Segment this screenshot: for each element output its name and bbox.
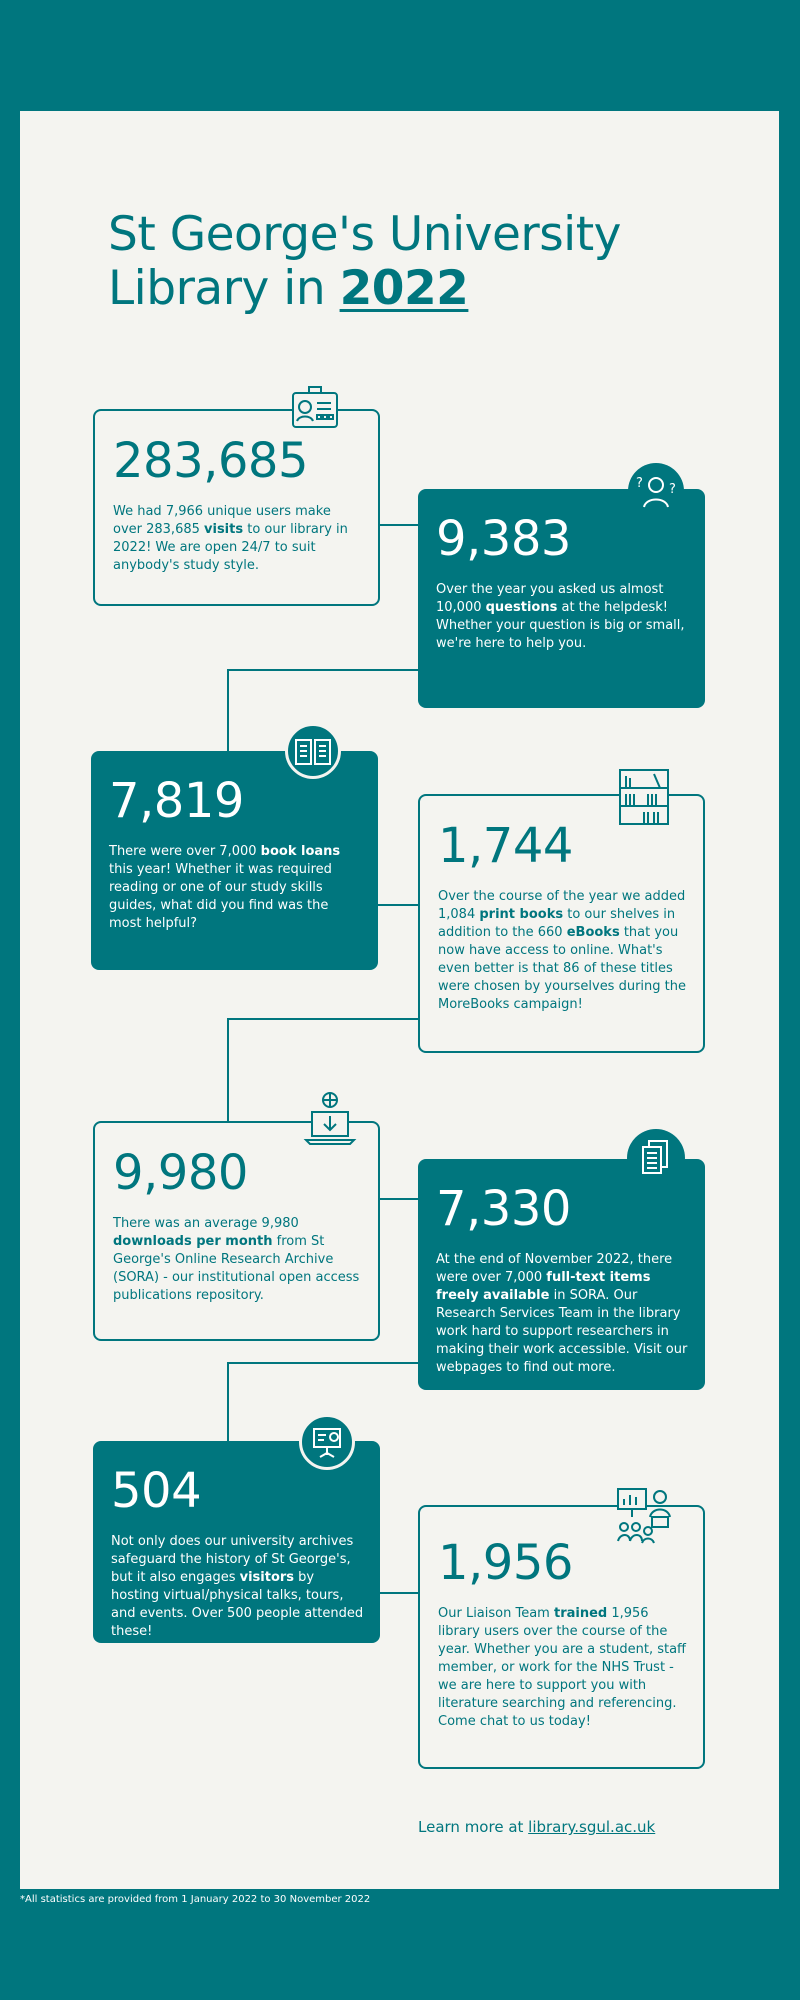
stat-description: Not only does our university archives safeguard the history of St George's, but it also engages visitors by hosting virtual/physical talks, tours, and events. Over 500 people attended these! bbox=[111, 1534, 364, 1639]
open-book-icon bbox=[285, 723, 341, 779]
learn-more-footer bbox=[418, 1818, 655, 1836]
connector-line bbox=[380, 524, 419, 526]
stat-description: At the end of November 2022, there were over 7,000 full-text items freely available in SORA. Our Research Services Team in the library work hard to support researchers in making their work accessible. Visit our webpages to find out more. bbox=[436, 1252, 688, 1375]
connector-line bbox=[227, 669, 419, 671]
title-year: 2022 bbox=[339, 261, 469, 316]
title-line-1: St George's University bbox=[108, 207, 621, 262]
title-line-2-prefix: Library in bbox=[108, 261, 340, 316]
laptop-download-icon bbox=[300, 1090, 360, 1150]
connector-line bbox=[227, 1362, 419, 1364]
stat-number: 283,685 bbox=[113, 433, 308, 489]
stat-card-books-added bbox=[418, 794, 705, 1053]
stat-card-archives bbox=[93, 1441, 380, 1643]
connector-line bbox=[227, 669, 229, 752]
library-website-link[interactable]: library.sgul.ac.uk bbox=[528, 1818, 656, 1836]
connector-line bbox=[227, 1018, 229, 1122]
stat-number: 1,956 bbox=[438, 1535, 573, 1591]
stat-card-downloads bbox=[93, 1121, 380, 1341]
svg-text:?: ? bbox=[636, 476, 643, 491]
documents-icon bbox=[627, 1129, 685, 1187]
stat-description: Over the year you asked us almost 10,000 questions at the helpdesk! Whether your question is big or small, we're here to help you. bbox=[436, 582, 685, 651]
stat-card-book-loans bbox=[91, 751, 378, 970]
connector-line bbox=[380, 1592, 419, 1594]
page-title bbox=[108, 208, 621, 316]
stat-description: There was an average 9,980 downloads per month from St George's Online Research Archive (SORA) - our institutional open access publications repository. bbox=[113, 1216, 360, 1303]
stat-number: 7,819 bbox=[109, 773, 244, 829]
stat-description: We had 7,966 unique users make over 283,685 visits to our library in 2022! We are open 24/7 to suit anybody's study style. bbox=[113, 504, 348, 573]
stat-number: 504 bbox=[111, 1463, 202, 1519]
stat-number: 9,980 bbox=[113, 1145, 248, 1201]
footer-prefix: Learn more at bbox=[418, 1818, 529, 1836]
connector-line bbox=[378, 904, 419, 906]
bookshelf-icon bbox=[614, 766, 674, 826]
stat-card-questions bbox=[418, 489, 705, 708]
training-icon bbox=[614, 1485, 674, 1545]
presentation-icon bbox=[299, 1414, 355, 1470]
connector-line bbox=[227, 1362, 229, 1442]
svg-text:?: ? bbox=[669, 482, 676, 497]
stat-description: Our Liaison Team trained 1,956 library users over the course of the year. Whether you are a student, staff member, or work for the NHS Trust - we are here to support you with literature searching and referencing. Come chat to us today! bbox=[438, 1606, 687, 1729]
stat-card-full-text bbox=[418, 1159, 705, 1390]
id-card-icon bbox=[285, 381, 345, 441]
stat-description: Over the course of the year we added 1,084 print books to our shelves in addition to the 660 eBooks that you now have access to online. What's even better is that 86 of these titles were chosen by yourselves during the MoreBooks campaign! bbox=[438, 889, 686, 1012]
stat-number: 9,383 bbox=[436, 511, 571, 567]
question-person-icon bbox=[628, 463, 684, 519]
stat-number: 1,744 bbox=[438, 818, 573, 874]
connector-line bbox=[227, 1018, 419, 1020]
stat-number: 7,330 bbox=[436, 1181, 571, 1237]
stat-description: There were over 7,000 book loans this year! Whether it was required reading or one of our study skills guides, what did you find was the most helpful? bbox=[109, 844, 341, 931]
connector-line bbox=[380, 1198, 419, 1200]
statistics-footnote: *All statistics are provided from 1 January 2022 to 30 November 2022 bbox=[20, 1894, 371, 1905]
